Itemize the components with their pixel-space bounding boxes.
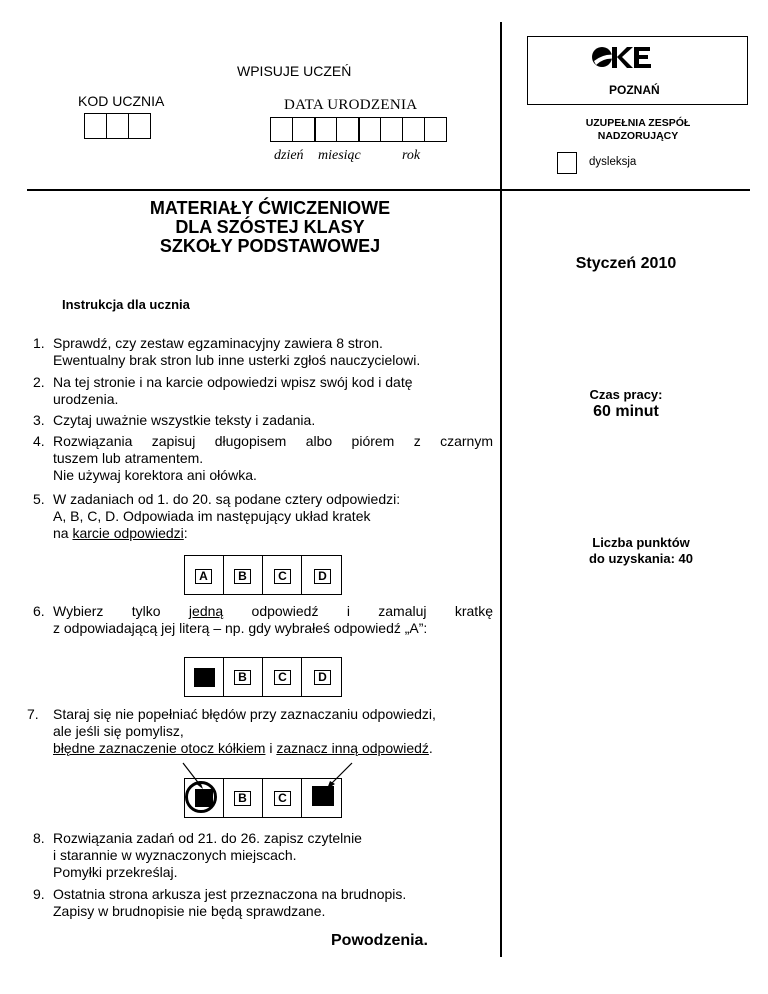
czas-label: Czas pracy: xyxy=(589,387,663,402)
date-box[interactable] xyxy=(380,117,403,142)
letter-b: B xyxy=(234,791,251,806)
czas-value: 60 minut xyxy=(593,403,659,420)
letter-c: C xyxy=(274,569,291,584)
kod-box[interactable] xyxy=(84,113,107,139)
data-urodzenia-label: DATA URODZENIA xyxy=(284,97,418,113)
uzupelnia-line2: NADZORUJĄCY xyxy=(597,130,679,142)
filled-box-a xyxy=(194,668,215,687)
date-box[interactable] xyxy=(402,117,425,142)
date-box[interactable] xyxy=(270,117,293,142)
letter-c: C xyxy=(274,670,291,685)
title-line3: SZKOŁY PODSTAWOWEJ xyxy=(159,236,381,256)
rok-label: rok xyxy=(402,148,421,163)
kod-ucznia-label: KOD UCZNIA xyxy=(78,93,165,109)
date-box[interactable] xyxy=(314,117,337,142)
dysleksja-label: dysleksja xyxy=(589,156,637,168)
title-line1: MATERIAŁY ĆWICZENIOWE xyxy=(149,198,391,218)
punkty-line2: do uzyskania: 40 xyxy=(588,551,694,566)
date-box[interactable] xyxy=(292,117,315,142)
letter-d: D xyxy=(314,670,331,685)
letter-a: A xyxy=(195,569,212,584)
miesiac-label: miesiąc xyxy=(318,148,361,163)
oke-logo xyxy=(590,43,660,73)
wpisuje-label: WPISUJE UCZEŃ xyxy=(237,63,352,79)
dysleksja-checkbox[interactable] xyxy=(557,152,577,174)
horizontal-divider xyxy=(27,189,750,191)
kod-box[interactable] xyxy=(106,113,129,139)
arrows-icon xyxy=(170,755,370,795)
date-box[interactable] xyxy=(424,117,447,142)
exam-date: Styczeń 2010 xyxy=(575,255,677,272)
city-label: POZNAŃ xyxy=(609,83,660,97)
page-title xyxy=(60,199,480,256)
date-box[interactable] xyxy=(358,117,381,142)
dzien-label: dzień xyxy=(274,148,304,163)
letter-b: B xyxy=(234,670,251,685)
vertical-divider xyxy=(500,22,502,957)
instr-heading: Instrukcja dla ucznia xyxy=(62,297,190,312)
letter-c: C xyxy=(274,791,291,806)
kod-box[interactable] xyxy=(128,113,151,139)
title-line2: DLA SZÓSTEJ KLASY xyxy=(175,217,365,237)
farewell: Powodzenia. xyxy=(331,932,428,949)
date-box[interactable] xyxy=(336,117,359,142)
letter-d: D xyxy=(314,569,331,584)
uzupelnia-line1: UZUPEŁNIA ZESPÓŁ xyxy=(585,117,691,129)
punkty-line1: Liczba punktów xyxy=(592,535,690,550)
oke-logo-icon xyxy=(590,43,660,73)
letter-b: B xyxy=(234,569,251,584)
